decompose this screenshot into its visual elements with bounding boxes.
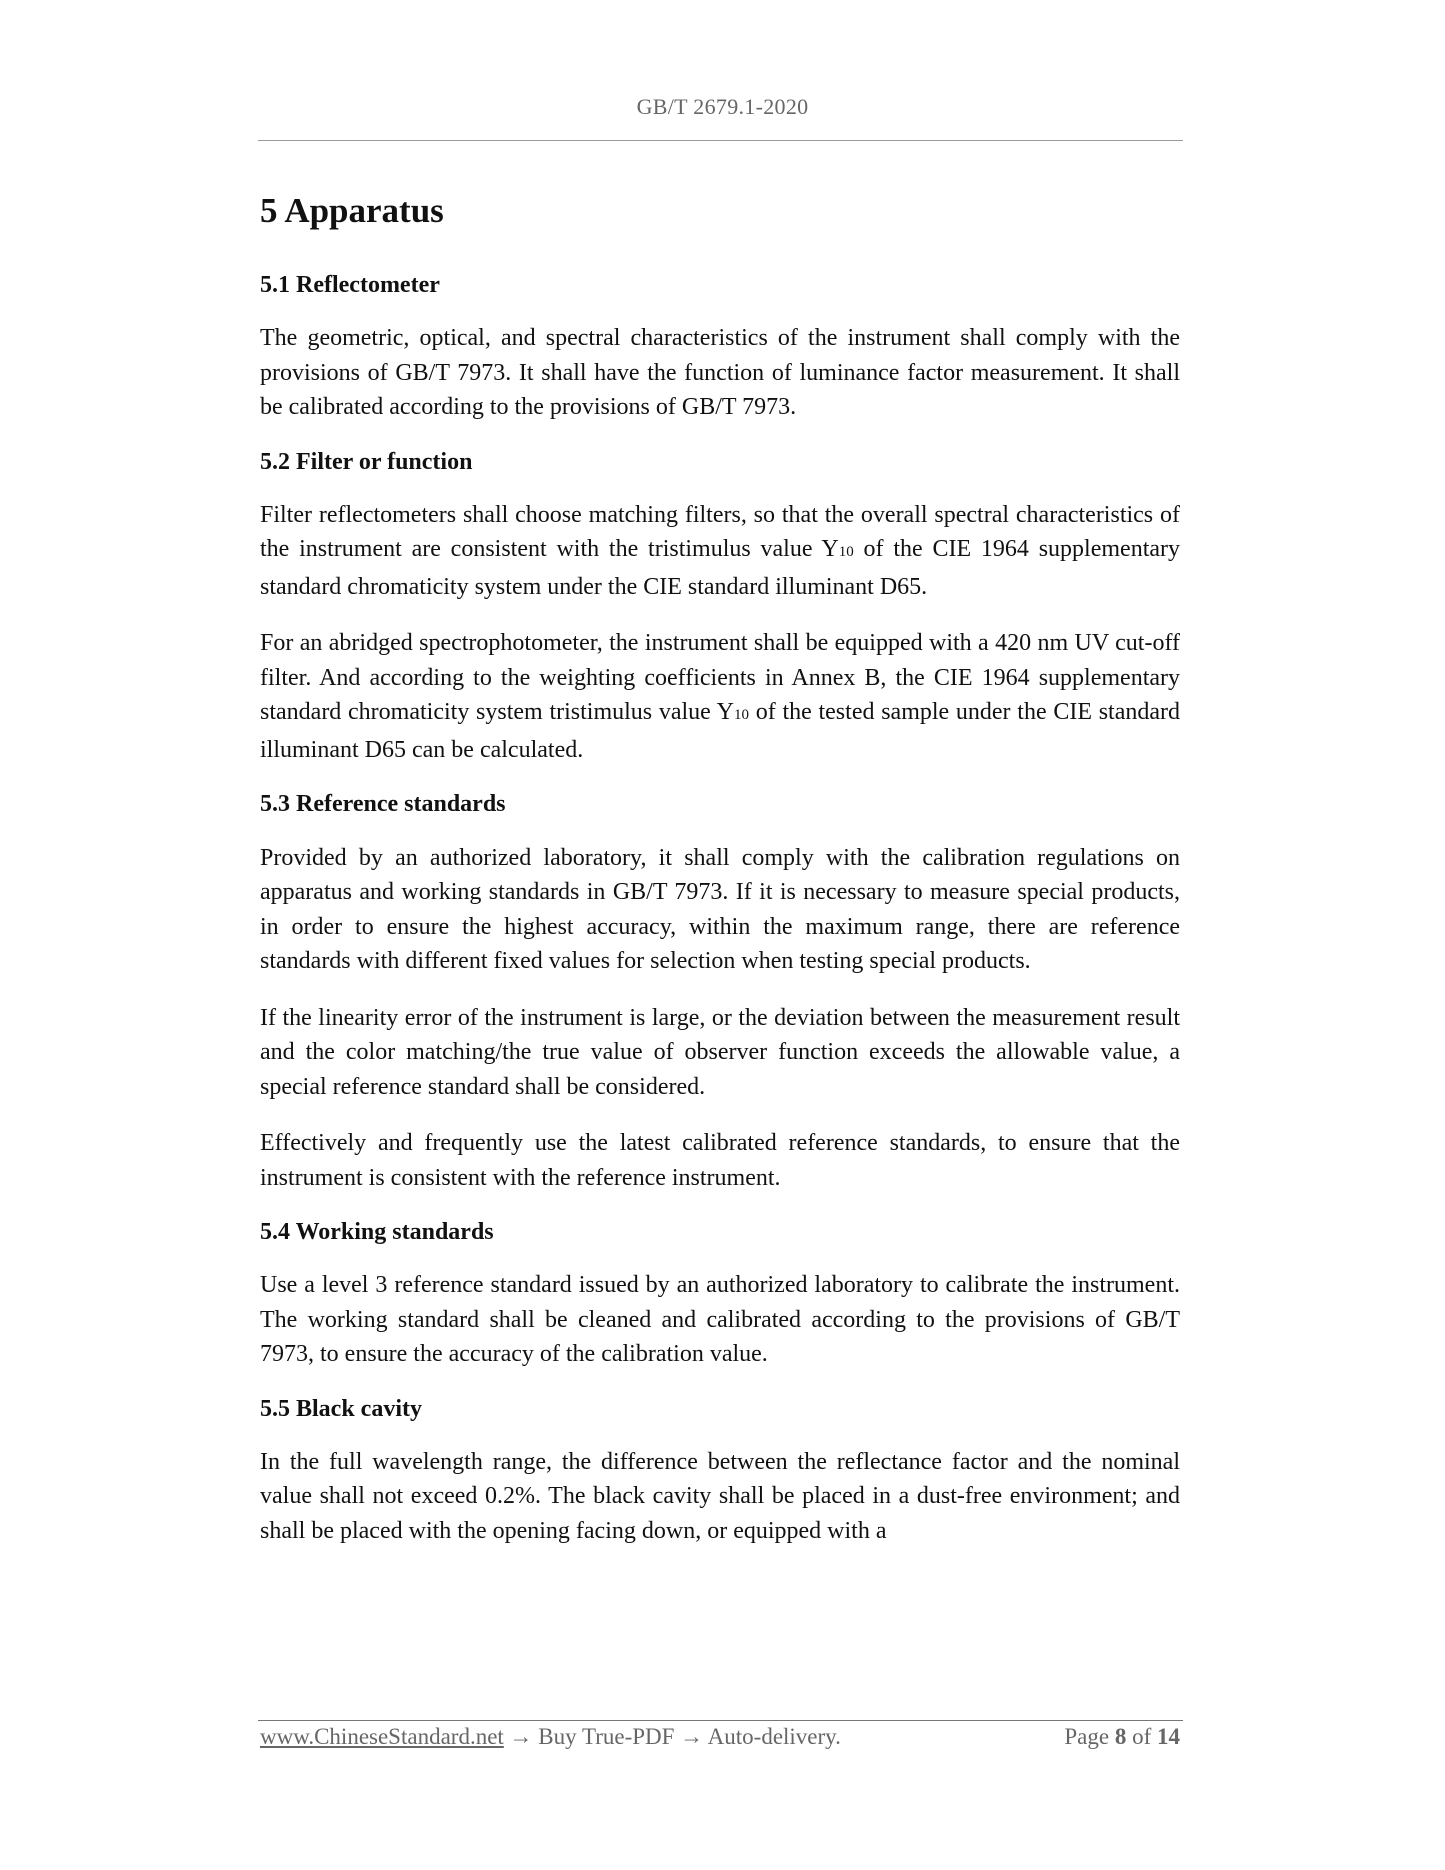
paragraph-text: For an abridged spectrophotometer, the instrument shall be equipped with a 420 nm UV cut-off filter. And according to the weighting coefficients in Annex B, the CIE 1964 supplementary standard chromaticity system tristimulus value Y [260,630,1180,726]
paragraph-5-3-1: Provided by an authorized laboratory, it shall comply with the calibration regulations on apparatus and working standards in GB/T 7973. If it is necessary to measure special products, in order to ensure the highest accuracy, within the maximum range, there are reference standards with different fixed values for selection when testing special products. [260,844,1180,975]
subscript: 10 [734,707,749,724]
paragraph-text: Filter reflectometers shall choose matching filters, so that the overall spectral characteristics of the instrument are consistent with the tristimulus value Y [260,501,1180,563]
page-content [260,190,1180,1570]
paragraph-5-2-1 [260,498,1180,605]
footer-divider [258,1720,1183,1721]
footer-promo [260,1724,841,1750]
page-footer [260,1724,1180,1754]
paragraph-5-3-2: If the linearity error of the instrument is large, or the deviation between the measurement result and the color matching/the true value of observer function exceeds the allowable value, a special reference standard shall be considered. [260,1004,1180,1100]
paragraph-5-1-1: The geometric, optical, and spectral characteristics of the instrument shall comply with the provisions of GB/T 7973. It shall have the function of luminance factor measurement. It shall be calibrated according to the provisions of GB/T 7973. [260,325,1180,421]
subsection-heading-5-4: 5.4 Working standards [260,1219,494,1246]
paragraph-5-3-3: Effectively and frequently use the latest calibrated reference standards, to ensure that the instrument is consistent with the reference instrument. [260,1130,1180,1191]
website-link[interactable]: www.ChineseStandard.net [260,1724,504,1749]
document-header-title: GB/T 2679.1-2020 [636,94,809,119]
subsection-heading-5-2: 5.2 Filter or function [260,448,473,475]
paragraph-text: of the tested sample under the CIE standard illuminant D65 can be calculated. [260,699,1181,763]
paragraph-5-5-1: In the full wavelength range, the difference between the reflectance factor and the nominal value shall not exceed 0.2%. The black cavity shall be placed in a dust-free environment; and shall be placed with the opening facing down, or equipped with a [260,1448,1180,1544]
section-heading: 5 Apparatus [260,191,444,230]
page-label: Page [1064,1724,1110,1749]
subsection-heading-5-1: 5.1 Reflectometer [260,272,440,298]
subsection-heading-5-3: 5.3 Reference standards [260,791,506,818]
subsection-heading-5-5: 5.5 Black cavity [260,1395,422,1422]
footer-promo-text: → Buy True-PDF → Auto-delivery. [503,1724,841,1749]
page-current: 8 [1114,1724,1127,1749]
page-of-label: of [1132,1724,1152,1749]
subscript: 10 [838,544,854,561]
paragraph-5-4-1: Use a level 3 reference standard issued by an authorized laboratory to calibrate the instrument. The working standard shall be cleaned and calibrated according to the provisions of GB/T 7973, to ensure the accuracy of the calibration value. [260,1272,1180,1368]
paragraph-text: of the CIE 1964 supplementary standard chromaticity system under the CIE standard illuminant D65. [260,536,1181,600]
paragraph-5-2-2 [260,626,1180,767]
header-divider [258,140,1183,141]
page-number [1064,1724,1180,1750]
page-total: 14 [1157,1724,1180,1749]
